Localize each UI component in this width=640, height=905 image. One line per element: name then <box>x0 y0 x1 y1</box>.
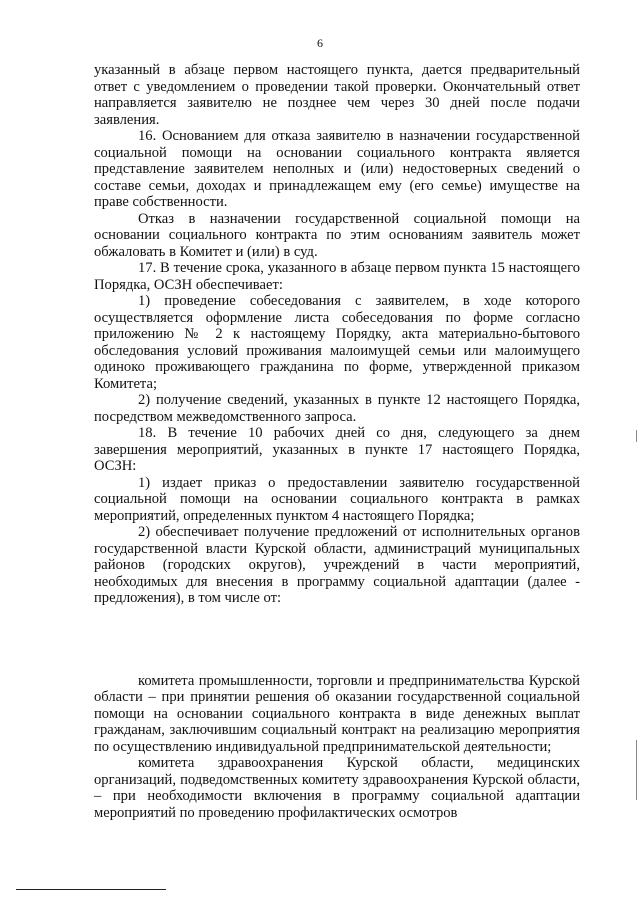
paragraph-health-committee: комитета здравоохранения Курской области, медицинских организаций, подведомственных комитету здравоохранения Курской области, – при необходимости включения в программу социальной адаптации мероприятий по проведению профилактических осмотров <box>94 755 580 821</box>
paragraph-item-17-1: 1) проведение собеседования с заявителем, в ходе которого осуществляется оформление листа собеседования по форме согласно приложению № 2 к настоящему Порядку, акта материально-бытового обследования условий проживания малоимущей семьи или малоимущего одиноко проживающего гражданина по форме, утвержденной приказом Комитета; <box>94 293 580 392</box>
paragraph-refusal-appeal: Отказ в назначении государственной социальной помощи на основании социального контракта по этим основаниям заявитель может обжаловать в Комитет и (или) в суд. <box>94 210 580 260</box>
paragraph-continuation: указанный в абзаце первом настоящего пункта, дается предварительный ответ с уведомлением о проведении такой проверки. Окончательный ответ направляется заявителю не позднее чем через 30 дней после подачи заявления. <box>94 62 580 128</box>
document-body <box>94 62 580 821</box>
paragraph-item-18: 18. В течение 10 рабочих дней со дня, следующего за днем завершения мероприятий, указанных в пункте 17 настоящего Порядка, ОСЗН: <box>94 425 580 474</box>
paragraph-item-16: 16. Основанием для отказа заявителю в назначении государственной социальной помощи на основании социального контракта является представление заявителем неполных и (или) недостоверных сведений о составе семьи, доходах и принадлежащем ему (его семье) имуществе на праве собственности. <box>94 128 580 210</box>
paragraph-item-17-2: 2) получение сведений, указанных в пункте 12 настоящего Порядка, посредством межведомственного запроса. <box>94 392 580 425</box>
paragraph-item-18-1: 1) издает приказ о предоставлении заявителю государственной социальной помощи на основании социального контракта в рамках мероприятий, определенных пунктом 4 настоящего Порядка; <box>94 474 580 524</box>
paragraph-item-17: 17. В течение срока, указанного в абзаце первом пункта 15 настоящего Порядка, ОСЗН обеспечивает: <box>94 260 580 293</box>
footer-rule <box>16 889 166 890</box>
scan-edge-mark <box>636 740 637 800</box>
paragraph-item-18-2: 2) обеспечивает получение предложений от исполнительных органов государственной власти Курской области, администраций муниципальных районов (городских округов), учреждений в части мероприятий, необходимых для внесения в программу социальной адаптации (далее - предложения), в том числе от: <box>94 524 580 606</box>
scan-edge-mark <box>636 430 637 442</box>
paragraph-industry-committee: комитета промышленности, торговли и предпринимательства Курской области – при принятии решения об оказании государственной социальной помощи на основании социального контракта в виде денежных выплат гражданам, заключившим социальный контракт на реализацию мероприятия по осуществлению индивидуальной предпринимательской деятельности; <box>94 672 580 755</box>
page-number: 6 <box>317 36 323 50</box>
